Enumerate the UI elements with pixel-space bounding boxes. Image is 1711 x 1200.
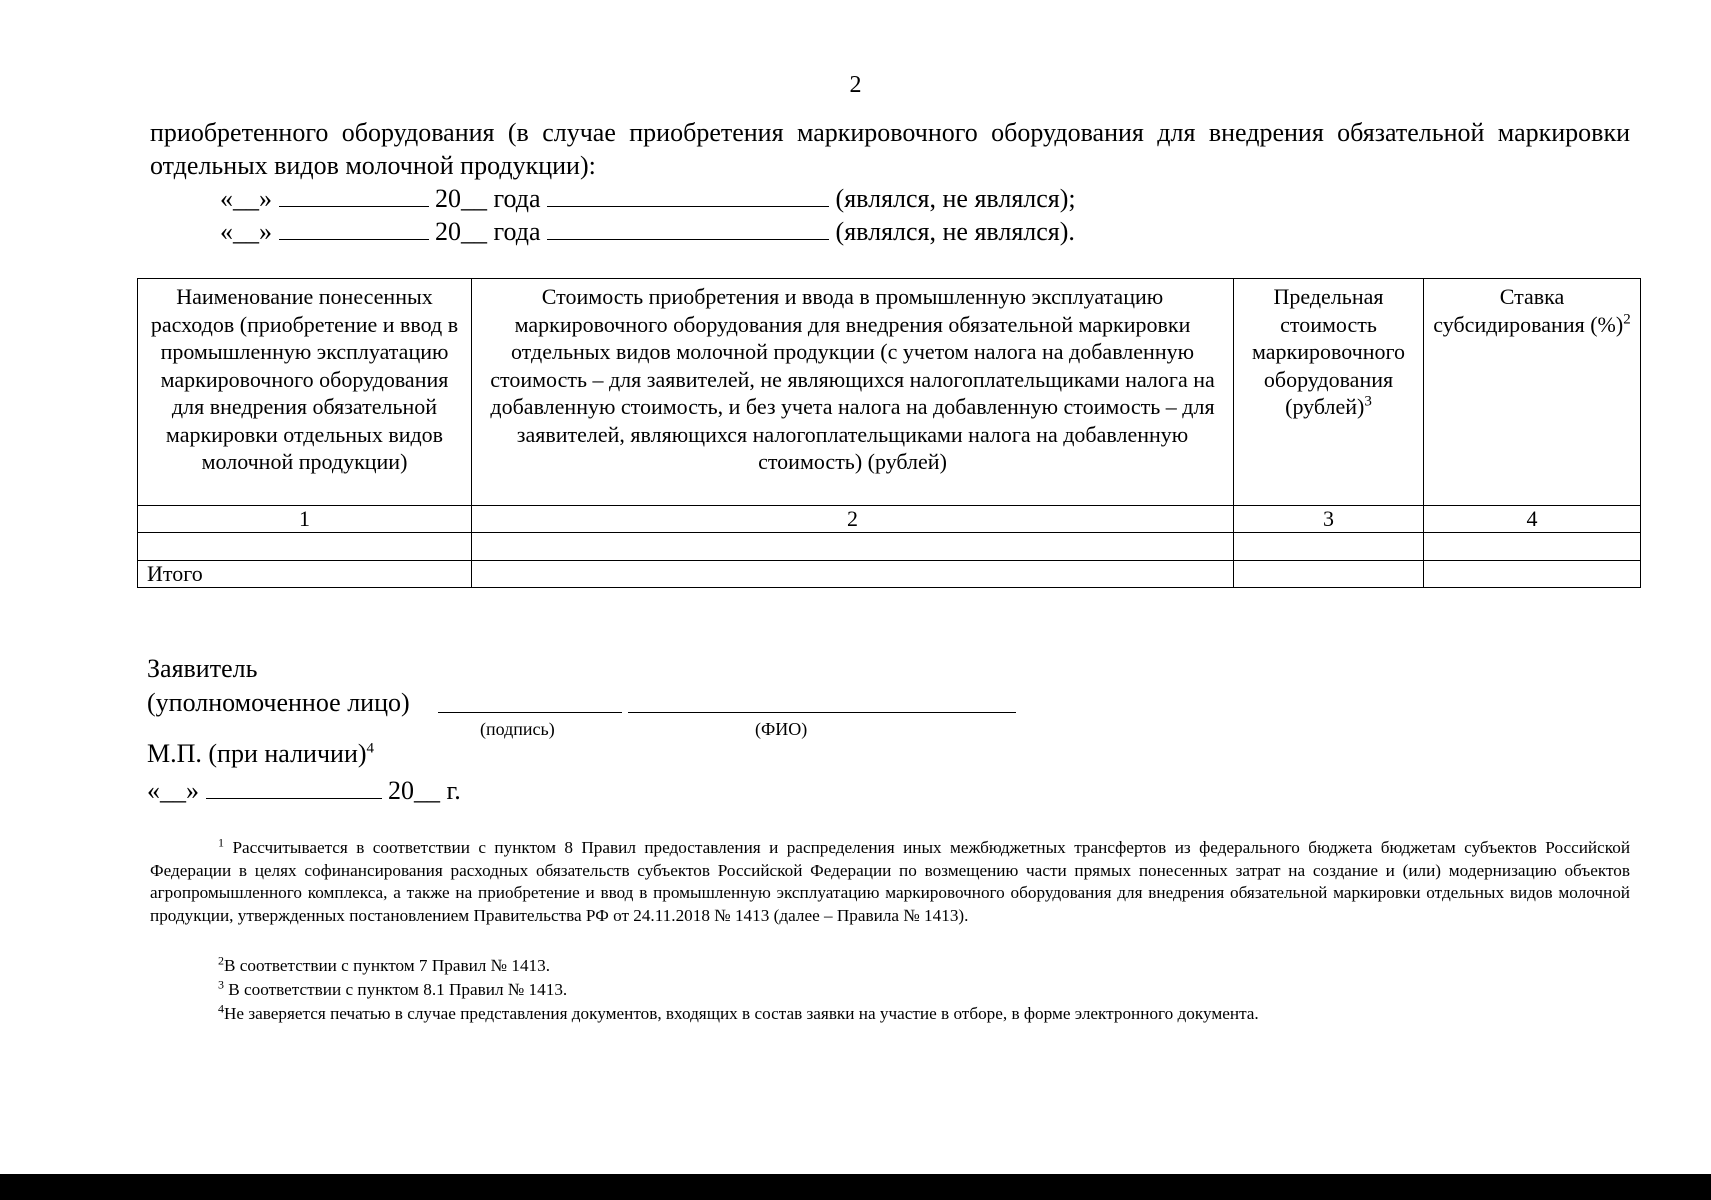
table-row [138,533,1641,561]
footnote-2: $^2$В соответствии с пунктом 7 Правил № 1413. [218,953,551,975]
date-line-2 [220,215,1075,247]
header-cell-subsidy-rate: Ставка субсидирования (%)$^2$ [1424,279,1641,506]
header-cell-expense-name: Наименование понесенных расходов (приобретение и ввод в промышленную эксплуатацию маркировочного оборудования для внедрения обязательной маркировки отдельных видов молочной продукции) [138,279,472,506]
applicant-label: Заявитель [147,654,258,683]
date-day: «__» [220,217,272,246]
full-name-line[interactable] [628,712,1016,713]
table-cell[interactable] [138,533,472,561]
column-number-row [138,506,1641,533]
total-label: Итого [138,561,472,588]
table-cell[interactable] [1234,561,1424,588]
total-row [138,561,1641,588]
month-blank[interactable] [279,215,429,240]
signature-line[interactable] [438,712,622,713]
footnote-1: $^1$ Рассчитывается в соответствии с пунктом 8 Правил предоставления и распределения иных межбюджетных трансфертов из федерального бюджета бюджетам субъектов Российской Федерации в целях софинансирования расходных обязательств субъектов Российской Федерации по возмещению части прямых понесенных затрат на создание и (или) модернизацию объектов агропромышленного комплекса, а также на приобретение и ввод в промышленную эксплуатацию маркировочного оборудования для внедрения обязательной маркировки отдельных видов молочной продукции, утвержденных постановлением Правительства РФ от 24.11.2018 № 1413 (далее – Правила № 1413). [150,835,1631,925]
footnote-3: $^3$ В соответствии с пунктом 8.1 Правил № 1413. [218,977,568,999]
header-cell-limit-cost: Предельная стоимость маркировочного оборудования (рублей)$^3$ [1234,279,1424,506]
signature-date: «__» 20__ г. [147,776,461,805]
authorized-person-label: (уполномоченное лицо) [147,688,410,717]
table-cell[interactable] [1424,561,1641,588]
month-blank[interactable] [206,774,382,799]
header-cell-cost: Стоимость приобретения и ввода в промышленную эксплуатацию маркировочного оборудования для внедрения обязательной маркировки отдельных видов молочной продукции (с учетом налога на добавленную стоимость – для заявителей, не являющихся налогоплательщиками налога на добавленную стоимость, и без учета налога на добавленную стоимость – для заявителей, являющихся налогоплательщиками налога на добавленную стоимость) (рублей) [472,279,1234,506]
table-cell[interactable] [472,533,1234,561]
status-blank[interactable] [547,215,829,240]
table-cell[interactable] [1234,533,1424,561]
table-cell[interactable] [1424,533,1641,561]
column-number: 4 [1424,506,1641,533]
date-year: 20__ года [435,184,541,213]
footnote-4: $^4$Не заверяется печатью в случае представления документов, входящих в состав заявки на участие в отборе, в форме электронного документа. [218,1001,1259,1023]
table-header-row [138,279,1641,506]
month-blank[interactable] [279,182,429,207]
column-number: 3 [1234,506,1424,533]
date-line-1 [220,182,1076,214]
intro-paragraph: приобретенного оборудования (в случае приобретения маркировочного оборудования для внедрения обязательной маркировки отдельных видов молочной продукции): [150,118,1630,180]
page-number: 2 [849,72,862,98]
status-blank[interactable] [547,182,829,207]
signature-caption: (подпись) [480,719,555,739]
scan-edge-bar [0,1174,1711,1200]
table-cell[interactable] [472,561,1234,588]
date-status-hint: (являлся, не являлся); [835,184,1076,213]
expenses-table [137,278,1641,588]
column-number: 1 [138,506,472,533]
column-number: 2 [472,506,1234,533]
date-day: «__» [220,184,272,213]
date-year: 20__ года [435,217,541,246]
date-status-hint: (являлся, не являлся). [835,217,1075,246]
stamp-label: М.П. (при наличии)$^4$ [147,739,375,768]
full-name-caption: (ФИО) [755,719,808,739]
